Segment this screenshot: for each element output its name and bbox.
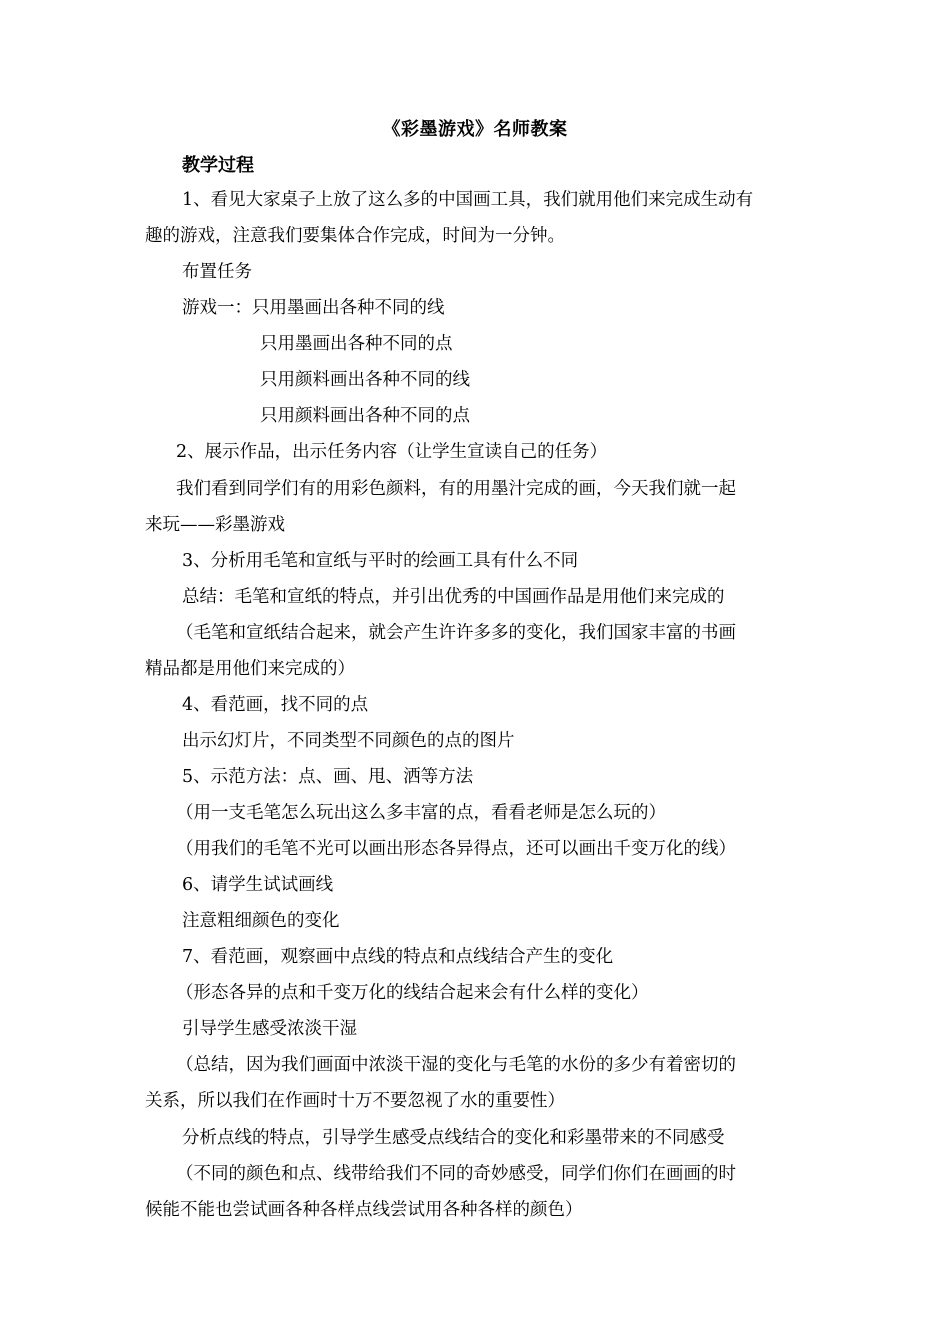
paragraph-line: （用一支毛笔怎么玩出这么多丰富的点，看看老师是怎么玩的） — [176, 803, 666, 823]
paragraph-line: （总结，因为我们画面中浓淡干湿的变化与毛笔的水份的多少有着密切的 — [176, 1055, 736, 1075]
paragraph-line: 关系，所以我们在作画时十万不要忽视了水的重要性） — [145, 1091, 565, 1111]
paragraph-line: 精品都是用他们来完成的） — [145, 659, 355, 679]
paragraph-line: 只用颜料画出各种不同的线 — [260, 370, 470, 390]
paragraph-line: （毛笔和宣纸结合起来，就会产生许许多多的变化，我们国家丰富的书画 — [176, 623, 736, 643]
paragraph-line: 出示幻灯片，不同类型不同颜色的点的图片 — [182, 731, 515, 751]
paragraph-line: 只用墨画出各种不同的点 — [260, 334, 453, 354]
paragraph-line: 来玩——彩墨游戏 — [145, 515, 285, 535]
paragraph-line: 2、展示作品，出示任务内容（让学生宣读自己的任务） — [176, 442, 608, 462]
paragraph-line: 6、请学生试试画线 — [182, 875, 334, 895]
paragraph-line: （形态各异的点和千变万化的线结合起来会有什么样的变化） — [176, 983, 649, 1003]
paragraph-line: 注意粗细颜色的变化 — [182, 911, 340, 931]
paragraph-line: 只用颜料画出各种不同的点 — [260, 406, 470, 426]
paragraph-line: 3、分析用毛笔和宣纸与平时的绘画工具有什么不同 — [182, 551, 579, 571]
paragraph-line: 布置任务 — [182, 262, 252, 282]
section-title: 教学过程 — [182, 155, 254, 176]
paragraph-line: 5、示范方法：点、画、甩、洒等方法 — [182, 767, 474, 787]
paragraph-line: 趣的游戏，注意我们要集体合作完成，时间为一分钟。 — [145, 226, 565, 246]
paragraph-line: 我们看到同学们有的用彩色颜料，有的用墨汁完成的画，今天我们就一起 — [176, 479, 736, 499]
paragraph-line: （不同的颜色和点、线带给我们不同的奇妙感受，同学们你们在画画的时 — [176, 1164, 736, 1184]
paragraph-line: （用我们的毛笔不光可以画出形态各异得点，还可以画出千变万化的线） — [176, 839, 736, 859]
paragraph-line: 分析点线的特点，引导学生感受点线结合的变化和彩墨带来的不同感受 — [182, 1128, 725, 1148]
paragraph-line: 引导学生感受浓淡干湿 — [182, 1019, 357, 1039]
paragraph-line: 游戏一：只用墨画出各种不同的线 — [182, 298, 445, 318]
paragraph-line: 总结：毛笔和宣纸的特点，并引出优秀的中国画作品是用他们来完成的 — [182, 587, 725, 607]
paragraph-line: 候能不能也尝试画各种各样点线尝试用各种各样的颜色） — [145, 1200, 583, 1220]
paragraph-line: 7、看范画，观察画中点线的特点和点线结合产生的变化 — [182, 947, 614, 967]
paragraph-line: 1、看见大家桌子上放了这么多的中国画工具，我们就用他们来完成生动有 — [182, 190, 754, 210]
document-title: 《彩墨游戏》名师教案 — [382, 119, 568, 140]
paragraph-line: 4、看范画，找不同的点 — [182, 695, 369, 715]
